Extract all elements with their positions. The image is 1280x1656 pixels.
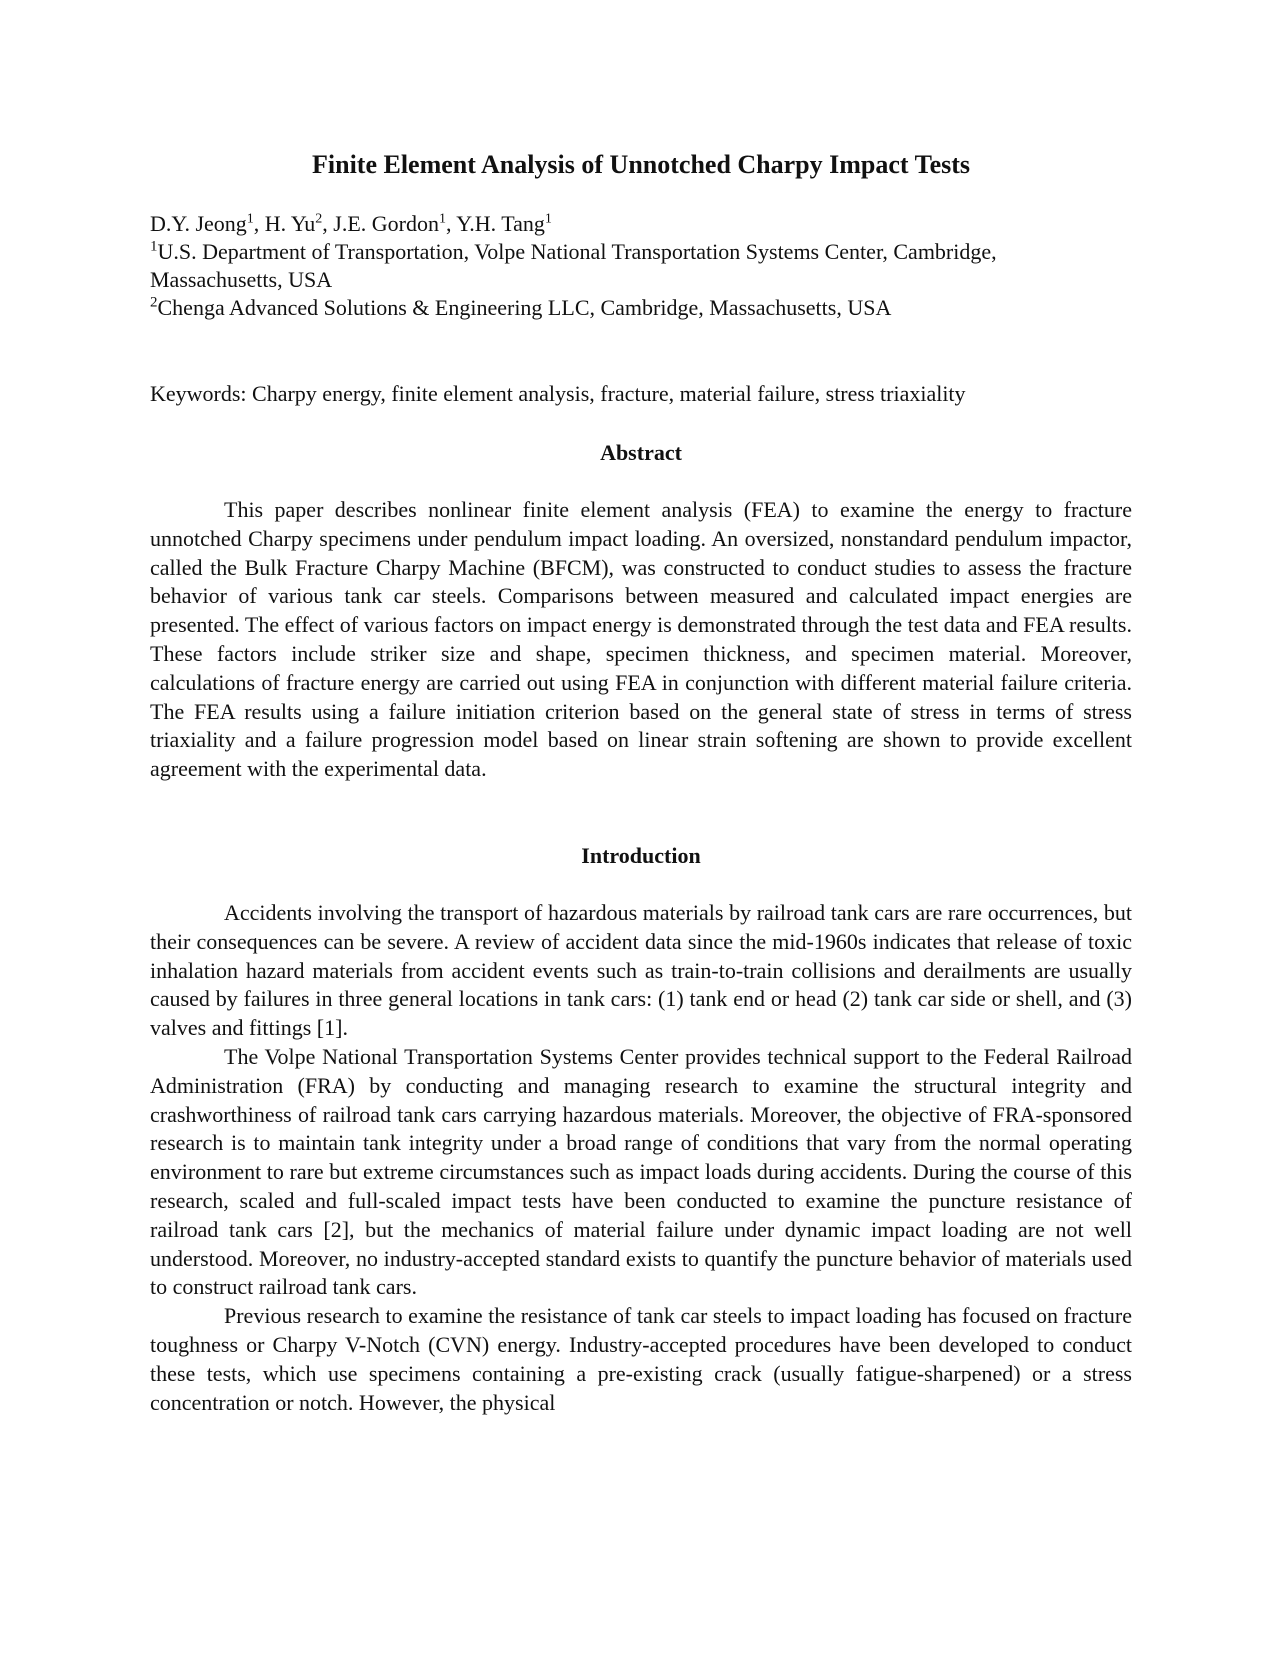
- author: J.E. Gordon$^1$,: [333, 211, 457, 236]
- introduction-paragraph: Accidents involving the transport of hazardous materials by railroad tank cars are rare occurrences, but their consequences can be severe. A review of accident data since the mid-1960s indicates that release of toxic inhalation hazard materials from accident events such as train-to-train collisions and derailments are usually caused by failures in three general locations in tank cars: (1) tank end or head (2) tank car side or shell, and (3) valves and fittings [1].: [150, 900, 1132, 1041]
- introduction-paragraph: Previous research to examine the resistance of tank car steels to impact loading has focused on fracture toughness or Charpy V-Notch (CVN) energy. Industry-accepted procedures have been developed to conduct these tests, which use specimens containing a pre-existing crack (usually fatigue-sharpened) or a stress concentration or notch. However, the physical: [150, 1303, 1132, 1415]
- abstract-body: [150, 496, 1132, 784]
- introduction-body: [150, 899, 1132, 1417]
- author: D.Y. Jeong$^1$,: [150, 211, 265, 236]
- abstract-heading: Abstract: [600, 440, 682, 465]
- author: H. Yu$^2$,: [264, 211, 334, 236]
- affiliation: $^2$Chenga Advanced Solutions & Engineering LLC, Cambridge, Massachusetts, USA: [150, 294, 892, 320]
- affiliation: $^1$U.S. Department of Transportation, Volpe National Transportation Systems Center, Cambridge, Massachusetts, USA: [150, 238, 997, 292]
- author: Y.H. Tang$^1$: [456, 211, 552, 236]
- introduction-paragraph: The Volpe National Transportation Systems Center provides technical support to the Federal Railroad Administration (FRA) by conducting and managing research to examine the structural integrity and crashworthiness of railroad tank cars carrying hazardous materials. Moreover, the objective of FRA-sponsored research is to maintain tank integrity under a broad range of conditions that vary from the normal operating environment to rare but extreme circumstances such as impact loads during accidents. During the course of this research, scaled and full-scaled impact tests have been conducted to examine the puncture resistance of railroad tank cars [2], but the mechanics of material failure under dynamic impact loading are not well understood. Moreover, no industry-accepted standard exists to quantify the puncture behavior of materials used to construct railroad tank cars.: [150, 1043, 1132, 1300]
- author-block: [150, 210, 1132, 322]
- abstract-paragraph: This paper describes nonlinear finite element analysis (FEA) to examine the energy to fracture unnotched Charpy specimens under pendulum impact loading. An oversized, nonstandard pendulum impactor, called the Bulk Fracture Charpy Machine (BFCM), was constructed to conduct studies to assess the fracture behavior of various tank car steels. Comparisons between measured and calculated impact energies are presented. The effect of various factors on impact energy is demonstrated through the test data and FEA results. These factors include striker size and shape, specimen thickness, and specimen material. Moreover, calculations of fracture energy are carried out using FEA in conjunction with different material failure criteria. The FEA results using a failure initiation criterion based on the general state of stress in terms of stress triaxiality and a failure progression model based on linear strain softening are shown to provide excellent agreement with the experimental data.: [150, 497, 1132, 782]
- introduction-heading: Introduction: [581, 843, 701, 868]
- keywords-line: Keywords: Charpy energy, finite element analysis, fracture, material failure, stress triaxiality: [150, 381, 966, 406]
- author-list: [150, 210, 1132, 238]
- paper-title: Finite Element Analysis of Unnotched Charpy Impact Tests: [312, 150, 970, 179]
